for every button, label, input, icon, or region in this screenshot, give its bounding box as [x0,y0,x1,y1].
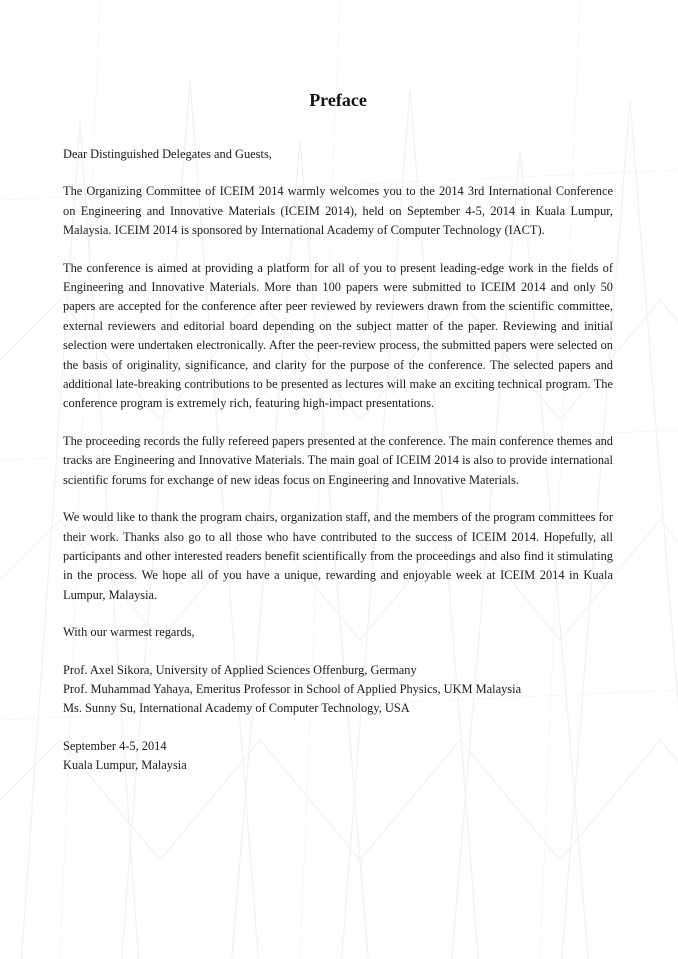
signatory: Prof. Axel Sikora, University of Applied Sciences Offenburg, Germany [63,662,417,677]
paragraph-acknowledgements: We would like to thank the program chairs, organization staff, and the members of the program committees for their work. Thanks also go to all those who have contributed to the success of ICEIM 2014. Hopefully, all participants and other interested readers benefit scientifically from the proceedings and also find it stimulating in the process. We hope all of you have a unique, rewarding and enjoyable week at ICEIM 2014 in Kuala Lumpur, Malaysia. [63,510,613,602]
salutation: Dear Distinguished Delegates and Guests, [63,147,272,161]
document-body [63,88,613,776]
paragraph-conference-aim: The conference is aimed at providing a platform for all of you to present leading-edge work in the fields of Engineering and Innovative Materials. More than 100 papers were submitted to ICEIM 2014 and only 50 papers are accepted for the conference after peer reviewed by reviewers drawn from the scientific committee, external reviewers and editorial board depending on the subject matter of the paper. Reviewing and initial selection were undertaken electronically. After the peer-review process, the submitted papers were selected on the basis of originality, significance, and clarity for the purpose of the conference. The selected papers and additional late-breaking contributions to be presented as lectures will make an exciting technical program. The conference program is extremely rich, featuring high-impact presentations. [63,260,613,411]
page-title: Preface [309,90,367,110]
closing: With our warmest regards, [63,625,195,640]
signatory: Prof. Muhammad Yahaya, Emeritus Professor in School of Applied Physics, UKM Malaysia [63,681,522,696]
paragraph-welcome: The Organizing Committee of ICEIM 2014 warmly welcomes you to the 2014 3rd International Conference on Engineering and Innovative Materials (ICEIM 2014), held on September 4-5, 2014 in Kuala Lumpur, Malaysia. ICEIM 2014 is sponsored by International Academy of Computer Technology (IACT). [63,184,613,238]
paragraph-proceedings: The proceeding records the fully refereed papers presented at the conference. The main conference themes and tracks are Engineering and Innovative Materials. The main goal of ICEIM 2014 is also to provide international scientific forums for exchange of new ideas focus on Engineering and Innovative Materials. [63,433,613,487]
conference-date: September 4-5, 2014 [63,738,167,753]
signatory-list [63,661,613,719]
signatory: Ms. Sunny Su, International Academy of Computer Technology, USA [63,701,410,716]
date-location-block [63,737,613,776]
conference-location: Kuala Lumpur, Malaysia [63,758,187,773]
